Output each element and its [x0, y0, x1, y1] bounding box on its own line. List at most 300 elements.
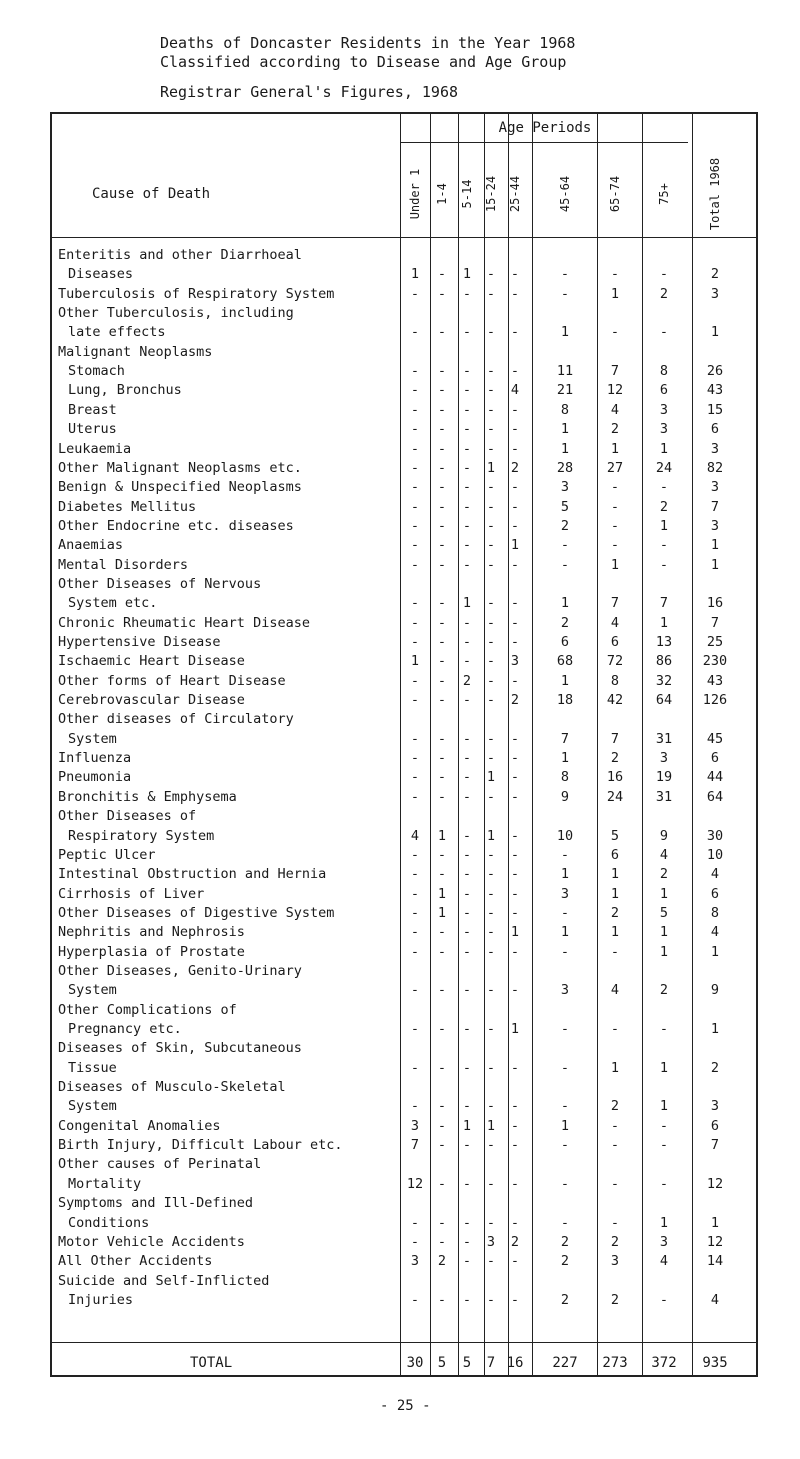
cell-value: - — [510, 846, 520, 863]
cause-label: Symptoms and Ill-Defined — [58, 1195, 254, 1212]
cell-value: 1 — [610, 556, 620, 573]
cell-value: 1 — [610, 1059, 620, 1076]
cell-value: 6 — [710, 885, 720, 902]
cause-label: Other Diseases of — [58, 808, 197, 825]
cell-value: - — [486, 692, 496, 709]
cell-value: 1 — [560, 440, 570, 457]
page-number: - 25 - — [380, 1398, 431, 1414]
cause-label: Conditions — [68, 1214, 150, 1231]
cell-value: - — [462, 769, 472, 786]
cell-value: - — [486, 421, 496, 438]
table-row — [0, 1253, 800, 1270]
cell-value: - — [410, 382, 420, 399]
cell-value: - — [462, 440, 472, 457]
cell-value: - — [410, 924, 420, 941]
table-row — [0, 479, 800, 496]
cell-value: 1 — [560, 1117, 570, 1134]
cell-value: 7 — [710, 614, 720, 631]
cell-value: - — [462, 885, 472, 902]
cell-value: - — [510, 421, 520, 438]
cell-value: 2 — [560, 614, 570, 631]
table-row — [0, 441, 800, 458]
cell-value: 1 — [710, 556, 720, 573]
cell-value: - — [510, 750, 520, 767]
cell-value: - — [560, 1098, 570, 1115]
cell-value: - — [510, 517, 520, 534]
cell-value: - — [437, 498, 447, 515]
cause-label: Diseases of Skin, Subcutaneous — [58, 1040, 302, 1057]
cell-value: - — [437, 440, 447, 457]
table-row — [0, 1176, 800, 1193]
cell-value: - — [510, 363, 520, 380]
cell-value: - — [437, 634, 447, 650]
cause-label: Diseases — [68, 266, 134, 283]
cell-value: - — [560, 285, 570, 302]
cell-value: - — [437, 517, 447, 534]
cell-value: 1 — [462, 595, 472, 612]
table-row — [0, 1234, 800, 1251]
table-row — [0, 808, 800, 825]
cell-value: - — [486, 1291, 496, 1308]
cell-value: 4 — [610, 982, 620, 999]
table-row — [0, 382, 800, 399]
cell-value: - — [486, 885, 496, 902]
cell-value: 4 — [710, 866, 720, 883]
cell-value: - — [486, 750, 496, 767]
cell-value: - — [610, 266, 620, 283]
cell-value: 1 — [462, 1117, 472, 1134]
cause-label: Respiratory System — [68, 827, 215, 844]
cell-value: 9 — [659, 827, 669, 844]
cell-value: 4 — [710, 1291, 720, 1308]
table-row — [0, 1098, 800, 1115]
cell-value: 1 — [659, 924, 669, 941]
cause-label: Leukaemia — [58, 440, 132, 457]
total-value: 227 — [552, 1355, 578, 1371]
cell-value: - — [486, 595, 496, 612]
cell-value: - — [510, 866, 520, 883]
cell-value: - — [410, 866, 420, 883]
cell-value: - — [437, 730, 447, 747]
cause-label: Stomach — [68, 363, 125, 380]
cell-value: 230 — [702, 653, 728, 670]
table-row — [0, 1273, 800, 1290]
cell-value: - — [560, 1059, 570, 1076]
table-row — [0, 731, 800, 748]
table-row — [0, 286, 800, 303]
cell-value: 4 — [659, 846, 669, 863]
cell-value: - — [462, 614, 472, 631]
cell-value: - — [462, 1021, 472, 1037]
cell-value: 2 — [560, 1291, 570, 1308]
cell-value: - — [659, 266, 669, 283]
cell-value: - — [462, 537, 472, 554]
cell-value: 86 — [655, 653, 673, 670]
table-row — [0, 1215, 800, 1232]
title-line-3: Registrar General's Figures, 1968 — [160, 83, 459, 101]
cell-value: - — [437, 924, 447, 941]
table-row — [0, 1002, 800, 1019]
cell-value: 1 — [510, 924, 520, 941]
cell-value: - — [437, 537, 447, 554]
cell-value: - — [410, 750, 420, 767]
cell-value: - — [486, 363, 496, 380]
table-row — [0, 673, 800, 690]
cell-value: - — [410, 846, 420, 863]
cell-value: 1 — [710, 537, 720, 554]
column-header: 1-4 — [435, 183, 449, 205]
cell-value: 1 — [610, 285, 620, 302]
cell-value: - — [486, 537, 496, 554]
cell-value: 2 — [659, 866, 669, 883]
cause-label: Malignant Neoplasms — [58, 343, 213, 360]
cell-value: 16 — [606, 769, 624, 786]
cell-value: - — [659, 1175, 669, 1192]
cell-value: 3 — [659, 401, 669, 418]
cell-value: 1 — [510, 537, 520, 554]
cell-value: 3 — [510, 653, 520, 670]
cause-label: Congenital Anomalies — [58, 1117, 221, 1134]
cell-value: - — [659, 1137, 669, 1154]
cell-value: 1 — [410, 653, 420, 670]
table-row — [0, 1156, 800, 1173]
cell-value: - — [486, 924, 496, 941]
cell-value: - — [610, 1117, 620, 1134]
column-header: 75+ — [657, 183, 671, 205]
table-row — [0, 1195, 800, 1212]
cause-label: Peptic Ulcer — [58, 846, 156, 863]
cell-value: 16 — [706, 595, 724, 612]
cause-label: Tissue — [68, 1059, 117, 1076]
cell-value: - — [486, 846, 496, 863]
column-header: 65-74 — [608, 175, 622, 213]
cell-value: - — [462, 904, 472, 921]
table-row — [0, 963, 800, 980]
cell-value: 2 — [560, 1233, 570, 1250]
cell-value: 2 — [610, 904, 620, 921]
cell-value: - — [462, 285, 472, 302]
table-row — [0, 421, 800, 438]
cell-value: 27 — [606, 459, 624, 476]
cell-value: - — [560, 943, 570, 960]
column-header: 25-44 — [508, 175, 522, 213]
table-row — [0, 1137, 800, 1154]
cell-value: 4 — [610, 401, 620, 418]
cell-value: - — [437, 1021, 447, 1037]
cell-value: - — [462, 788, 472, 805]
cell-value: - — [437, 285, 447, 302]
cell-value: 7 — [560, 730, 570, 747]
cell-value: - — [437, 982, 447, 999]
cell-value: - — [410, 285, 420, 302]
cell-value: 1 — [659, 517, 669, 534]
cell-value: - — [486, 401, 496, 418]
cell-value: - — [486, 672, 496, 689]
cell-value: 21 — [556, 382, 574, 399]
cause-header: Cause of Death — [92, 186, 211, 202]
table-row — [0, 1292, 800, 1309]
cause-label: Other Complications of — [58, 1001, 237, 1018]
cell-value: 9 — [710, 982, 720, 999]
cell-value: - — [437, 266, 447, 283]
cell-value: 1 — [659, 943, 669, 960]
column-header: 5-14 — [460, 179, 474, 209]
cell-value: - — [437, 866, 447, 883]
cell-value: 13 — [655, 634, 673, 650]
cell-value: 1 — [560, 924, 570, 941]
cause-label: Hyperplasia of Prostate — [58, 943, 245, 960]
cell-value: - — [610, 1175, 620, 1192]
cell-value: 7 — [410, 1137, 420, 1154]
cell-value: 2 — [659, 498, 669, 515]
cell-value: - — [410, 1021, 420, 1037]
cell-value: - — [560, 537, 570, 554]
table-row — [0, 1118, 800, 1135]
cell-value: - — [410, 634, 420, 650]
cell-value: - — [510, 885, 520, 902]
cell-value: 1 — [659, 1214, 669, 1231]
total-value: 372 — [651, 1355, 677, 1371]
cell-value: - — [410, 1214, 420, 1231]
cell-value: - — [462, 1137, 472, 1154]
cell-value: 12 — [706, 1233, 724, 1250]
cell-value: 3 — [410, 1253, 420, 1270]
cell-value: - — [437, 363, 447, 380]
cell-value: - — [659, 556, 669, 573]
cell-value: 1 — [560, 866, 570, 883]
cause-label: Other causes of Perinatal — [58, 1156, 262, 1173]
total-value: 5 — [462, 1355, 472, 1371]
cell-value: - — [510, 1098, 520, 1115]
cause-label: Other Diseases of Digestive System — [58, 904, 335, 921]
cell-value: - — [410, 595, 420, 612]
cell-value: - — [510, 1117, 520, 1134]
cell-value: - — [462, 401, 472, 418]
cell-value: 1 — [437, 827, 447, 844]
table-row — [0, 595, 800, 612]
cell-value: 4 — [659, 1253, 669, 1270]
cell-value: - — [410, 517, 420, 534]
cell-value: - — [410, 1098, 420, 1115]
cell-value: 1 — [560, 324, 570, 341]
cell-value: - — [486, 285, 496, 302]
cause-label: Other Diseases of Nervous — [58, 575, 262, 592]
cell-value: 2 — [437, 1253, 447, 1270]
cell-value: 1 — [560, 672, 570, 689]
cell-value: - — [610, 537, 620, 554]
table-row — [0, 1040, 800, 1057]
cell-value: 6 — [610, 846, 620, 863]
table-row — [0, 576, 800, 593]
cell-value: - — [510, 672, 520, 689]
cell-value: 18 — [556, 692, 574, 709]
cell-value: - — [486, 1021, 496, 1037]
cell-value: 3 — [659, 1233, 669, 1250]
cell-value: 30 — [706, 827, 724, 844]
cell-value: - — [462, 1059, 472, 1076]
cell-value: - — [560, 556, 570, 573]
cell-value: - — [410, 479, 420, 496]
table-row — [0, 363, 800, 380]
table-row — [0, 499, 800, 516]
cell-value: - — [510, 1214, 520, 1231]
table-row — [0, 344, 800, 361]
cell-value: - — [510, 943, 520, 960]
cell-value: - — [410, 769, 420, 786]
cell-value: 24 — [655, 459, 673, 476]
cell-value: - — [486, 517, 496, 534]
table-row — [0, 324, 800, 341]
cause-label: System — [68, 982, 117, 999]
cell-value: - — [410, 730, 420, 747]
cell-value: 8 — [610, 672, 620, 689]
cell-value: - — [462, 982, 472, 999]
cell-value: 14 — [706, 1253, 724, 1270]
cell-value: - — [510, 266, 520, 283]
cell-value: - — [410, 324, 420, 341]
cell-value: - — [486, 479, 496, 496]
cell-value: - — [486, 382, 496, 399]
cell-value: - — [437, 672, 447, 689]
cell-value: - — [486, 788, 496, 805]
cell-value: 12 — [406, 1175, 424, 1192]
cell-value: 8 — [710, 904, 720, 921]
cell-value: - — [462, 556, 472, 573]
cell-value: - — [462, 653, 472, 670]
cell-value: - — [510, 556, 520, 573]
cell-value: - — [410, 788, 420, 805]
cell-value: - — [462, 324, 472, 341]
cell-value: - — [410, 1059, 420, 1076]
cell-value: - — [659, 1021, 669, 1037]
cell-value: 3 — [610, 1253, 620, 1270]
cell-value: 4 — [410, 827, 420, 844]
cell-value: - — [462, 827, 472, 844]
cell-value: - — [659, 537, 669, 554]
total-value: 7 — [486, 1355, 496, 1371]
cell-value: 7 — [610, 363, 620, 380]
cell-value: 3 — [710, 440, 720, 457]
table-row — [0, 944, 800, 961]
cell-value: 3 — [710, 517, 720, 534]
cause-label: Suicide and Self-Inflicted — [58, 1272, 270, 1289]
cell-value: - — [486, 1059, 496, 1076]
cause-label: Ischaemic Heart Disease — [58, 653, 245, 670]
cell-value: 11 — [556, 363, 574, 380]
table-row — [0, 828, 800, 845]
cell-value: 1 — [659, 1098, 669, 1115]
cell-value: - — [610, 943, 620, 960]
cell-value: 7 — [610, 730, 620, 747]
cell-value: - — [437, 1233, 447, 1250]
cell-value: - — [410, 498, 420, 515]
table-row — [0, 905, 800, 922]
cell-value: - — [437, 1175, 447, 1192]
cell-value: - — [410, 904, 420, 921]
cell-value: 3 — [560, 982, 570, 999]
table-row — [0, 1060, 800, 1077]
cell-value: - — [510, 904, 520, 921]
cell-value: - — [462, 1175, 472, 1192]
cell-value: 31 — [655, 788, 673, 805]
cell-value: - — [437, 1291, 447, 1308]
cell-value: - — [462, 634, 472, 650]
cell-value: 3 — [410, 1117, 420, 1134]
cell-value: - — [437, 1117, 447, 1134]
cell-value: - — [410, 692, 420, 709]
cause-label: Enteritis and other Diarrhoeal — [58, 247, 302, 263]
cell-value: 1 — [486, 827, 496, 844]
cell-value: 3 — [710, 285, 720, 302]
cell-value: - — [486, 440, 496, 457]
cell-value: 1 — [659, 885, 669, 902]
cause-label: Other Malignant Neoplasms etc. — [58, 459, 302, 476]
table-row — [0, 847, 800, 864]
cell-value: - — [462, 363, 472, 380]
cell-value: 12 — [606, 382, 624, 399]
cell-value: - — [410, 421, 420, 438]
cell-value: 1 — [710, 943, 720, 960]
cell-value: 2 — [610, 1233, 620, 1250]
cell-value: - — [486, 653, 496, 670]
cell-value: 1 — [486, 1117, 496, 1134]
cell-value: - — [462, 382, 472, 399]
cell-value: 5 — [659, 904, 669, 921]
cell-value: - — [560, 1137, 570, 1154]
column-header: Total 1968 — [708, 157, 722, 231]
cause-label: Other Tuberculosis, including — [58, 305, 294, 322]
cell-value: 42 — [606, 692, 624, 709]
cell-value: - — [462, 692, 472, 709]
cell-value: - — [510, 634, 520, 650]
cell-value: 3 — [710, 479, 720, 496]
cause-label: Mortality — [68, 1175, 142, 1192]
cell-value: 2 — [510, 692, 520, 709]
cell-value: 2 — [510, 1233, 520, 1250]
cell-value: - — [462, 459, 472, 476]
cell-value: - — [486, 634, 496, 650]
cell-value: - — [462, 1098, 472, 1115]
cell-value: 3 — [560, 885, 570, 902]
table-row — [0, 518, 800, 535]
cell-value: - — [510, 788, 520, 805]
cell-value: - — [486, 982, 496, 999]
total-value: 16 — [506, 1355, 524, 1371]
age-periods-header: Age Periods — [498, 120, 592, 136]
cell-value: - — [486, 498, 496, 515]
table-row — [0, 460, 800, 477]
table-row — [0, 305, 800, 322]
cause-label: Motor Vehicle Accidents — [58, 1233, 245, 1250]
cell-value: - — [560, 1214, 570, 1231]
cell-value: - — [560, 846, 570, 863]
cell-value: - — [437, 459, 447, 476]
cell-value: - — [486, 266, 496, 283]
cause-label: Other diseases of Circulatory — [58, 711, 294, 728]
cell-value: 6 — [710, 750, 720, 767]
cell-value: - — [462, 421, 472, 438]
cell-value: - — [462, 730, 472, 747]
cell-value: 25 — [706, 634, 724, 650]
cell-value: 7 — [610, 595, 620, 612]
cell-value: - — [610, 1021, 620, 1037]
cell-value: - — [410, 556, 420, 573]
cell-value: - — [462, 846, 472, 863]
cell-value: 1 — [659, 440, 669, 457]
cell-value: - — [437, 1137, 447, 1154]
cell-value: - — [437, 324, 447, 341]
cell-value: - — [510, 1253, 520, 1270]
